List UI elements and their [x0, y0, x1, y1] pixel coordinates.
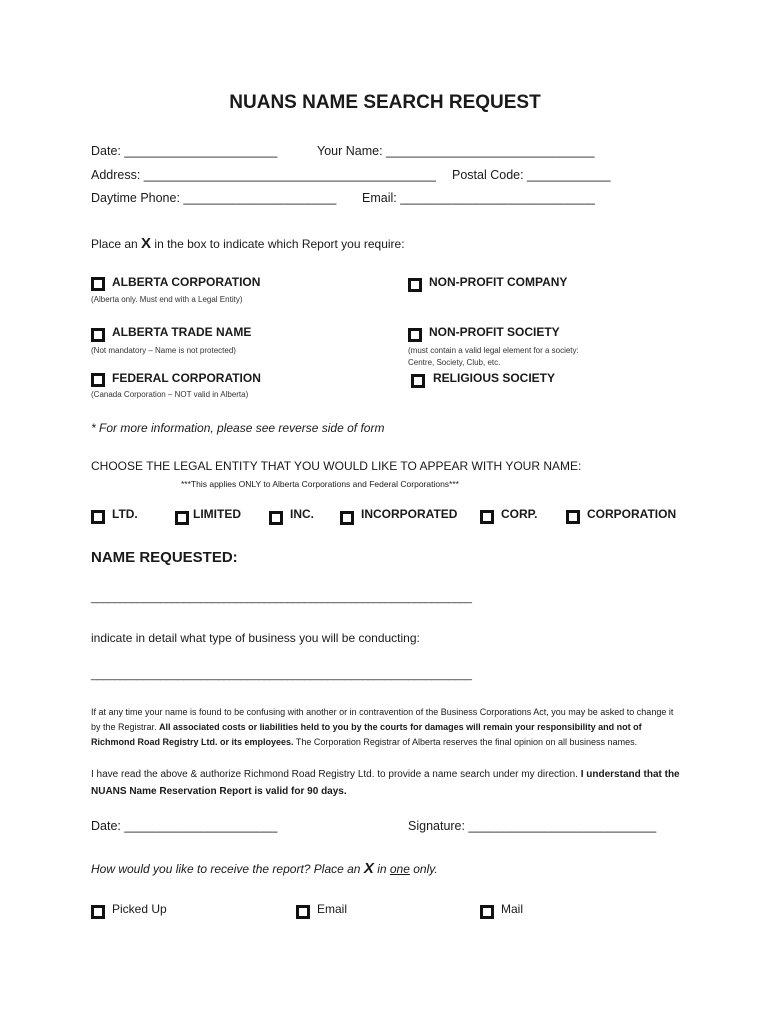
mail-checkbox[interactable]	[480, 905, 494, 919]
ltd-label: LTD.	[112, 507, 138, 521]
federal-corporation-checkbox[interactable]	[91, 373, 105, 387]
name-requested-line[interactable]: __________________________________________________________________	[91, 592, 472, 604]
delivery-question	[91, 860, 438, 877]
inc-label: INC.	[290, 507, 314, 521]
page-title: NUANS NAME SEARCH REQUEST	[229, 92, 541, 113]
federal-corporation-note: (Canada Corporation – NOT valid in Alberta)	[91, 390, 249, 399]
ltd-checkbox[interactable]	[91, 510, 105, 524]
daytime-phone-field[interactable]: Daytime Phone: ______________________	[91, 191, 337, 205]
instruction-before: Place an	[91, 237, 138, 251]
limited-label: LIMITED	[193, 507, 241, 521]
picked-up-checkbox[interactable]	[91, 905, 105, 919]
alberta-trade-name-note: (Not mandatory – Name is not protected)	[91, 346, 236, 355]
federal-corporation-label: FEDERAL CORPORATION	[112, 371, 261, 385]
disclaimer-part-2: All associated costs or liabilities held to you by the courts for damages will remain your responsibility and not of Richmond Road Registry Ltd. or its employees.	[91, 722, 642, 747]
email-field[interactable]: Email: ____________________________	[362, 191, 595, 205]
delivery-question-x: X	[363, 860, 374, 877]
incorporated-checkbox[interactable]	[340, 511, 354, 525]
instruction-x: X	[141, 235, 152, 252]
corporation-label: CORPORATION	[587, 507, 677, 521]
signature-field[interactable]: Signature: ___________________________	[408, 819, 657, 833]
mail-label: Mail	[501, 902, 524, 916]
limited-checkbox[interactable]	[175, 511, 189, 525]
disclaimer-part-3: The Corporation Registrar of Alberta reserves the final opinion on all business names.	[295, 737, 638, 747]
non-profit-society-note-2: Centre, Society, Club, etc.	[408, 358, 501, 367]
alberta-corporation-checkbox[interactable]	[91, 277, 105, 291]
more-info-note: * For more information, please see reverse side of form	[91, 421, 385, 435]
non-profit-society-checkbox[interactable]	[408, 328, 422, 342]
picked-up-label: Picked Up	[112, 902, 167, 916]
business-type-line[interactable]: __________________________________________________________________	[91, 669, 472, 681]
corporation-checkbox[interactable]	[566, 510, 580, 524]
your-name-field[interactable]: Your Name: ______________________________	[317, 144, 595, 158]
non-profit-company-checkbox[interactable]	[408, 278, 422, 292]
corp-label: CORP.	[501, 507, 538, 521]
legal-entity-note: ***This applies ONLY to Alberta Corporations and Federal Corporations***	[181, 479, 459, 489]
signoff-date-field[interactable]: Date: ______________________	[91, 819, 278, 833]
alberta-trade-name-checkbox[interactable]	[91, 328, 105, 342]
postal-code-field[interactable]: Postal Code: ____________	[452, 168, 611, 182]
religious-society-label: RELIGIOUS SOCIETY	[433, 371, 556, 385]
business-type-label: indicate in detail what type of business you will be conducting:	[91, 631, 420, 645]
delivery-question-in: in	[377, 862, 387, 876]
disclaimer-part-1: If at any time your name is found to be confusing with another or in contravention of the Business Corporations Act, you may be asked to change it by the Registrar.	[91, 707, 674, 732]
email-delivery-label: Email	[317, 902, 348, 916]
authorization-paragraph	[91, 766, 691, 800]
address-field[interactable]: Address: __________________________________________	[91, 168, 436, 182]
inc-checkbox[interactable]	[269, 511, 283, 525]
authorization-part-2: I understand that the NUANS Name Reservation Report is valid for 90 days.	[91, 769, 680, 797]
authorization-part-1: I have read the above & authorize Richmond Road Registry Ltd. to provide a name search under my direction.	[91, 769, 578, 780]
email-delivery-checkbox[interactable]	[296, 905, 310, 919]
disclaimer-paragraph	[91, 705, 683, 750]
delivery-question-one: one	[389, 862, 410, 876]
name-requested-heading: NAME REQUESTED:	[91, 549, 238, 566]
religious-society-checkbox[interactable]	[411, 374, 425, 388]
alberta-trade-name-label: ALBERTA TRADE NAME	[112, 325, 252, 339]
non-profit-society-label: NON-PROFIT SOCIETY	[429, 325, 560, 339]
report-instruction	[91, 235, 405, 252]
delivery-question-after: only.	[413, 862, 438, 876]
non-profit-society-note: (must contain a valid legal element for a society:	[408, 346, 579, 355]
delivery-question-before: How would you like to receive the report? Place an	[91, 862, 361, 876]
alberta-corporation-label: ALBERTA CORPORATION	[112, 275, 261, 289]
alberta-corporation-note: (Alberta only. Must end with a Legal Entity)	[91, 295, 243, 304]
legal-entity-heading: CHOOSE THE LEGAL ENTITY THAT YOU WOULD LIKE TO APPEAR WITH YOUR NAME:	[91, 459, 582, 473]
non-profit-company-label: NON-PROFIT COMPANY	[429, 275, 568, 289]
instruction-after: in the box to indicate which Report you require:	[154, 237, 405, 251]
date-field[interactable]: Date: ______________________	[91, 144, 278, 158]
corp-checkbox[interactable]	[480, 510, 494, 524]
incorporated-label: INCORPORATED	[361, 507, 458, 521]
